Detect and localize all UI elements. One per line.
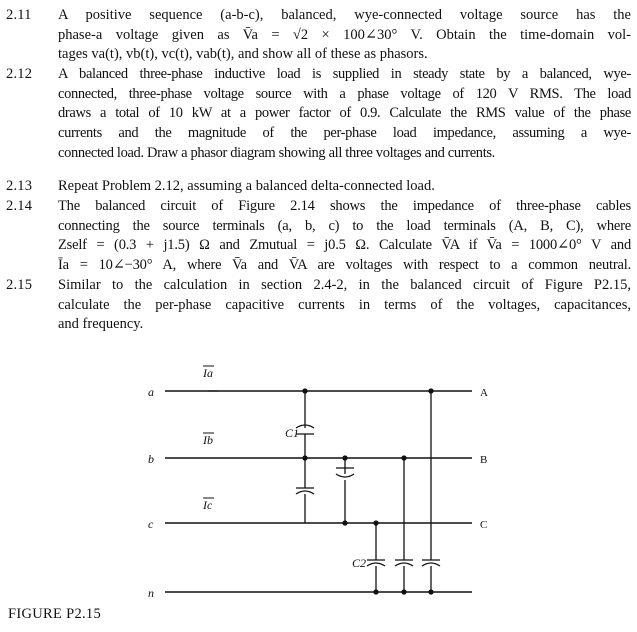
text-line: currents and the magnitude of the per-phase load impedance, assuming a wye- bbox=[58, 125, 631, 142]
text-line: tages va(t), vb(t), vc(t), vab(t), and show all of these as phasors. bbox=[58, 46, 428, 63]
text-line: The balanced circuit of Figure 2.14 shows the impedance of three-phase cables bbox=[58, 198, 631, 214]
capacitor-label-c1: C1 bbox=[285, 426, 300, 440]
current-label-ib: Ib bbox=[203, 433, 213, 447]
text-line: connected, three-phase voltage source with a phase voltage of 120 V RMS. The load bbox=[58, 85, 631, 102]
text-line: calculate the per-phase capacitive currents in terms of the voltages, capacitances, bbox=[58, 296, 631, 313]
capacitor-label-c2: C2 bbox=[352, 556, 367, 570]
problem-number: 2.12 bbox=[6, 66, 33, 82]
label-A: A bbox=[480, 387, 488, 399]
text-line: Īa = 10∠−30° A, where V̄a and V̄A are voltages with respect to a common neutral. bbox=[58, 257, 631, 274]
label-c: c bbox=[148, 517, 154, 531]
label-a: a bbox=[148, 385, 154, 399]
text-line: draws a total of 10 kW at a power factor of 0.9. Calculate the RMS value of the phase bbox=[58, 105, 631, 122]
capacitor-c2-b bbox=[395, 456, 413, 594]
text-line: Repeat Problem 2.12, assuming a balanced delta-connected load. bbox=[58, 178, 435, 194]
text-line: Similar to the calculation in section 2.4-2, in the balanced circuit of Figure P2.15, bbox=[58, 277, 631, 293]
figure-caption: FIGURE P2.15 bbox=[8, 606, 102, 622]
capacitor-c1-bc bbox=[336, 456, 354, 525]
label-n: n bbox=[148, 586, 154, 600]
label-B: B bbox=[480, 454, 488, 466]
problem-number: 2.15 bbox=[6, 277, 33, 293]
text-line: A balanced three-phase inductive load is supplied in steady state by a balanced, wye- bbox=[58, 66, 631, 82]
current-label-ic: Ic bbox=[203, 498, 213, 512]
problem-number: 2.11 bbox=[6, 7, 32, 23]
capacitor-c2-c bbox=[367, 521, 385, 594]
current-label-ia: Ia bbox=[203, 366, 213, 380]
label-C: C bbox=[480, 519, 488, 531]
capacitor-c2-a bbox=[422, 389, 440, 594]
label-b: b bbox=[148, 452, 154, 466]
problem-number: 2.14 bbox=[6, 198, 33, 214]
text-line: and frequency. bbox=[58, 316, 144, 333]
text-line: phase-a voltage given as V̄a = √2 × 100∠30° V. Obtain the time-domain vol- bbox=[58, 26, 631, 43]
text-line: Zself = (0.3 + j1.5) Ω and Zmutual = j0.5 Ω. Calculate V̄A if V̄a = 1000∠0° V and bbox=[58, 237, 631, 254]
text-line: connecting the source terminals (a, b, c) to the load terminals (A, B, C), where bbox=[58, 217, 631, 234]
text-line: connected load. Draw a phasor diagram showing all three voltages and currents. bbox=[58, 144, 495, 161]
capacitor-c1-ab bbox=[296, 389, 314, 460]
capacitor-c1-ca bbox=[296, 458, 314, 523]
text-line: A positive sequence (a-b-c), balanced, wye-connected voltage source has the bbox=[58, 7, 631, 23]
problem-number: 2.13 bbox=[6, 178, 33, 194]
